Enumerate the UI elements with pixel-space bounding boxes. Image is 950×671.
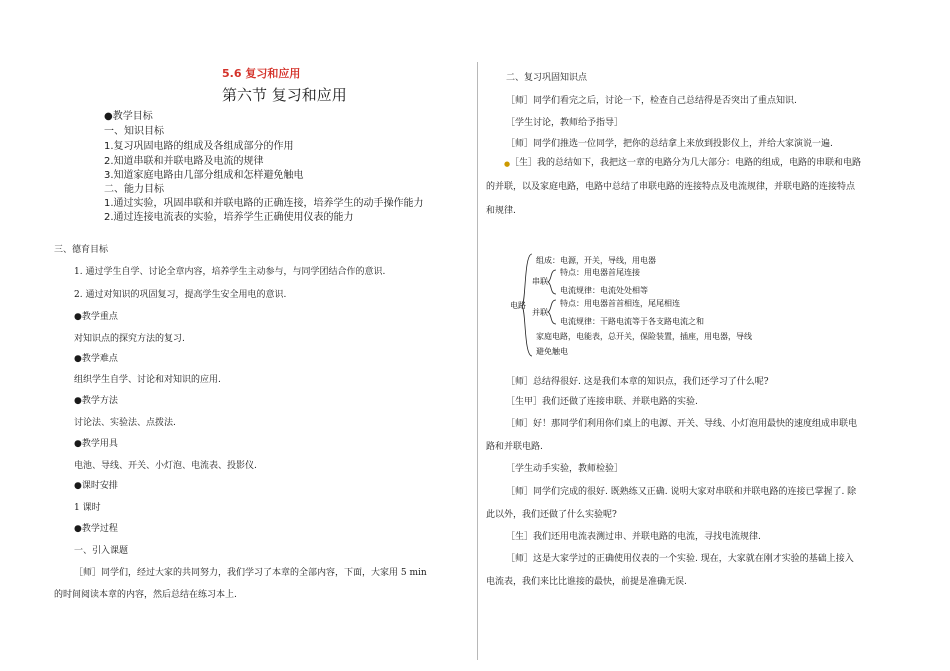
dialog-line-10a: ［师］这是大家学过的正确使用仪表的一个实验. 现在，大家就在刚才实验的基础上接入	[506, 554, 854, 564]
diagram-household: 家庭电路，电能表，总开关，保险装置，插座，用电器，导线	[536, 332, 752, 341]
process-heading: ●教学过程	[74, 524, 118, 534]
intro-paragraph-line-2: 的时间阅读本章的内容，然后总结在练习本上.	[54, 590, 237, 600]
dialog-line-6b: 路和并联电路.	[486, 442, 543, 452]
method-heading: ●教学方法	[74, 396, 118, 406]
page-title: 第六节 复习和应用	[222, 86, 347, 104]
dialog-line-8b: 此以外，我们还做了什么实验呢?	[486, 510, 617, 520]
diagram-series-feature: 特点：用电器首尾连接	[560, 268, 640, 277]
ability-item-2: 2.通过连接电流表的实验，培养学生正确使用仪表的能力	[104, 212, 354, 223]
knowledge-item-3: 3.知道家庭电路由几部分组成和怎样避免触电	[104, 170, 304, 181]
moral-item-2: 2. 通过对知识的巩固复习，提高学生安全用电的意识.	[74, 290, 287, 300]
summary-line-2: 的并联，以及家庭电路，电路中总结了串联电路的连接特点及电流规律，并联电路的连接特点	[486, 182, 856, 192]
summary-line-1: ［生］我的总结如下，我把这一章的电路分为几大部分：电路的组成，电路的串联和电路	[510, 158, 862, 168]
knowledge-item-2: 2.知道串联和并联电路及电流的规律	[104, 156, 264, 167]
ability-item-1: 1.通过实验，巩固串联和并联电路的正确连接，培养学生的动手操作能力	[104, 198, 424, 209]
moral-item-1: 1. 通过学生自学、讨论全章内容，培养学生主动参与，与同学团结合作的意识.	[74, 267, 386, 277]
dialog-line-2: ［学生讨论，教师给予指导］	[506, 118, 624, 128]
dialog-line-7: ［学生动手实验，教师检验］	[506, 464, 624, 474]
schedule-text: 1 课时	[74, 503, 101, 513]
knowledge-goal-heading: 一、知识目标	[104, 126, 164, 137]
intro-heading: 一、引入课题	[74, 546, 129, 556]
intro-paragraph-line-1: ［师］同学们，经过大家的共同努力，我们学习了本章的全部内容，下面，大家用 5 min	[74, 568, 427, 578]
diagram-series-label: 串联	[532, 277, 548, 286]
review-section-heading: 二、复习巩固知识点	[506, 73, 588, 83]
diagram-parallel-feature: 特点：用电器首首相连，尾尾相连	[560, 299, 680, 308]
moral-goal-heading: 三、德育目标	[54, 245, 109, 255]
diagram-parallel-label: 并联	[532, 308, 548, 317]
knowledge-item-1: 1.复习巩固电路的组成及各组成部分的作用	[104, 141, 294, 152]
summary-line-3: 和规律.	[486, 206, 516, 216]
section-number-title: 5.6 复习和应用	[222, 67, 301, 80]
dialog-line-8a: ［师］同学们完成的很好. 既熟练又正确. 说明大家对串联和并联电路的连接已掌握了. 除	[506, 487, 857, 497]
diagram-parallel-current: 电流规律：干路电流等于各支路电流之和	[560, 317, 704, 326]
column-divider	[477, 62, 478, 660]
difficulty-heading: ●教学难点	[74, 354, 118, 364]
tools-heading: ●教学用具	[74, 439, 118, 449]
diagram-series-current: 电流规律：电流处处相等	[560, 286, 648, 295]
method-text: 讨论法、实验法、点拨法.	[74, 418, 176, 428]
circuit-knowledge-diagram	[510, 250, 770, 362]
teaching-goal-heading: ●教学目标	[104, 111, 153, 122]
dialog-line-4: ［师］总结得很好. 这是我们本章的知识点，我们还学习了什么呢?	[506, 377, 769, 387]
key-point-heading: ●教学重点	[74, 312, 118, 322]
difficulty-text: 组织学生自学、讨论和对知识的应用.	[74, 375, 221, 385]
dialog-line-6a: ［师］好！那同学们利用你们桌上的电源、开关、导线、小灯泡用最快的速度组成串联电	[506, 419, 858, 429]
dialog-line-1: ［师］同学们看完之后，讨论一下，检查自己总结得是否突出了重点知识.	[506, 96, 797, 106]
diagram-safety: 避免触电	[536, 347, 568, 356]
diagram-composition: 组成：电源，开关，导线，用电器	[536, 256, 656, 265]
key-point-text: 对知识点的探究方法的复习.	[74, 334, 185, 344]
dialog-line-10b: 电流表，我们来比比谁接的最快，前提是准确无误.	[486, 577, 687, 587]
diagram-root-label: 电路	[510, 301, 526, 310]
schedule-heading: ●课时安排	[74, 481, 118, 491]
parallel-brace	[548, 300, 556, 324]
ability-goal-heading: 二、能力目标	[104, 184, 164, 195]
dialog-line-5: ［生甲］我们还做了连接串联、并联电路的实验.	[506, 397, 698, 407]
dialog-line-3: ［师］同学们推选一位同学，把你的总结拿上来放到投影仪上，并给大家演说一遍.	[506, 139, 833, 149]
dot-mark: ●	[504, 160, 511, 168]
tools-text: 电池、导线、开关、小灯泡、电流表、投影仪.	[74, 461, 257, 471]
series-brace	[548, 270, 556, 294]
dialog-line-9: ［生］我们还用电流表测过串、并联电路的电流，寻找电流规律.	[506, 532, 761, 542]
